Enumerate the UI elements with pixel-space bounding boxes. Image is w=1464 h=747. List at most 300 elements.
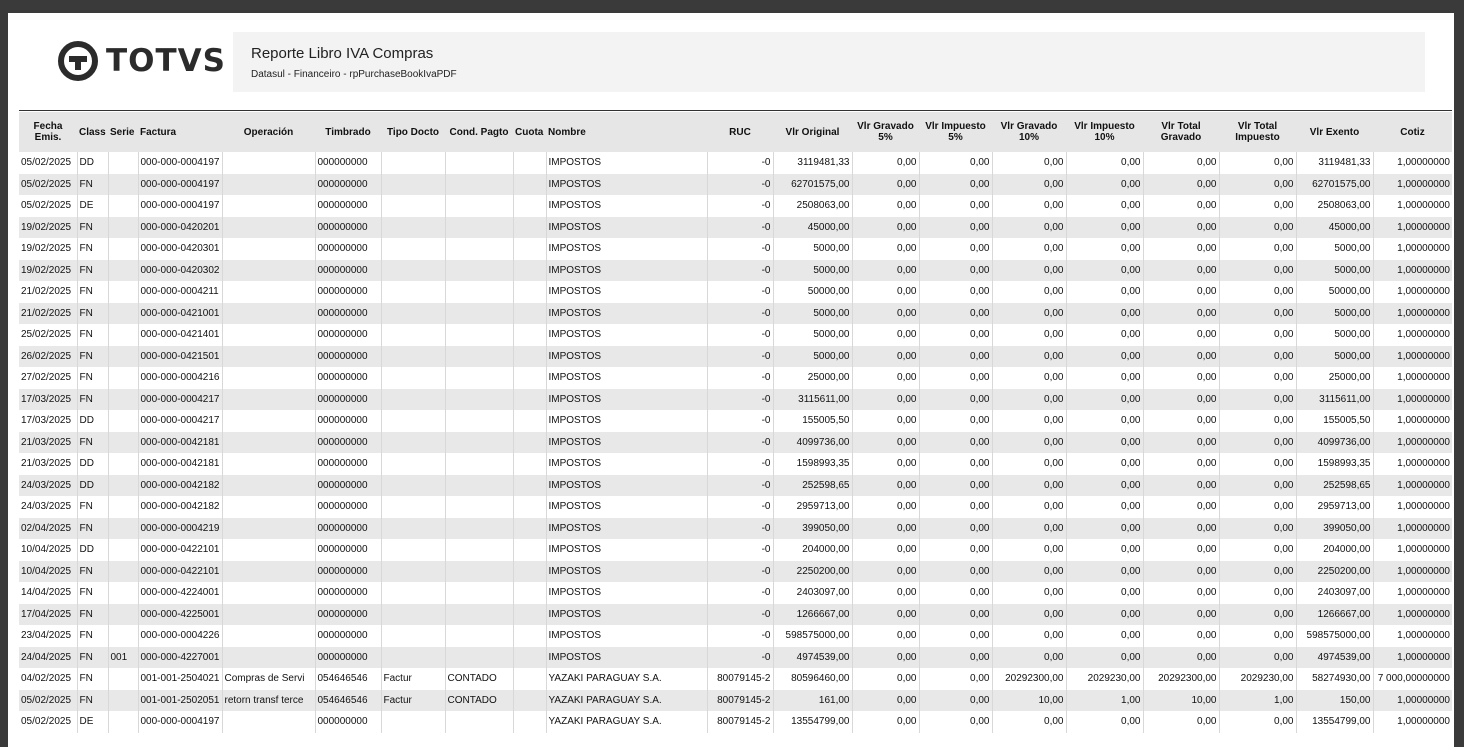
cell-vlr-original: 399050,00 <box>773 518 852 540</box>
cell-vlr-total-gravado: 0,00 <box>1143 539 1219 561</box>
cell-vlr-impuesto-5: 0,00 <box>919 647 992 669</box>
cell-vlr-original: 5000,00 <box>773 238 852 260</box>
cell-factura: 000-000-0004197 <box>138 152 222 174</box>
cell-tipo-docto <box>381 625 445 647</box>
cell-operacion <box>222 582 315 604</box>
cell-vlr-original: 5000,00 <box>773 324 852 346</box>
cell-factura: 000-000-0004197 <box>138 711 222 733</box>
cell-nombre: IMPOSTOS <box>546 152 707 174</box>
cell-vlr-impuesto-10: 0,00 <box>1066 389 1143 411</box>
cell-cotiz: 1,00000000 <box>1373 324 1452 346</box>
cell-cotiz: 1,00000000 <box>1373 582 1452 604</box>
cell-timbrado: 000000000 <box>315 711 381 733</box>
cell-cond-pagto <box>445 432 513 454</box>
cell-vlr-impuesto-10: 2029230,00 <box>1066 668 1143 690</box>
cell-vlr-total-impuesto: 0,00 <box>1219 518 1296 540</box>
cell-vlr-total-impuesto: 0,00 <box>1219 647 1296 669</box>
cell-cond-pagto <box>445 303 513 325</box>
cell-class: FN <box>77 582 108 604</box>
cell-vlr-total-impuesto: 0,00 <box>1219 625 1296 647</box>
cell-serie <box>108 260 138 282</box>
cell-factura: 000-000-0421501 <box>138 346 222 368</box>
cell-factura: 000-000-0004216 <box>138 367 222 389</box>
cell-timbrado: 000000000 <box>315 217 381 239</box>
cell-vlr-impuesto-5: 0,00 <box>919 711 992 733</box>
cell-fecha-emis: 27/02/2025 <box>21 372 72 384</box>
cell-fecha-emis: 17/04/2025 <box>19 604 77 626</box>
cell-fecha-emis: 05/02/2025 <box>21 157 72 169</box>
table-row <box>19 303 1452 325</box>
cell-nombre: IMPOSTOS <box>546 604 707 626</box>
cell-timbrado: 000000000 <box>315 453 381 475</box>
cell-vlr-total-gravado: 0,00 <box>1143 582 1219 604</box>
cell-timbrado: 000000000 <box>315 475 381 497</box>
cell-tipo-docto <box>381 195 445 217</box>
cell-cond-pagto <box>445 195 513 217</box>
logo-text: TOTVS <box>106 43 226 79</box>
cell-vlr-impuesto-5: 0,00 <box>919 174 992 196</box>
table-row <box>19 195 1452 217</box>
cell-nombre: YAZAKI PARAGUAY S.A. <box>546 690 707 712</box>
cell-vlr-original: 5000,00 <box>773 260 852 282</box>
cell-fecha-emis: 24/04/2025 <box>19 647 77 669</box>
col-fecha-emis: Fecha Emis. <box>19 112 77 152</box>
cell-cotiz: 1,00000000 <box>1373 518 1452 540</box>
cell-vlr-gravado-10: 0,00 <box>992 561 1066 583</box>
cell-factura: 000-000-4225001 <box>138 604 222 626</box>
cell-vlr-exento: 2250200,00 <box>1296 561 1373 583</box>
cell-ruc: -0 <box>707 432 773 454</box>
cell-vlr-original: 1598993,35 <box>773 453 852 475</box>
cell-timbrado: 000000000 <box>315 238 381 260</box>
cell-class: DE <box>77 195 108 217</box>
cell-cuota <box>513 410 546 432</box>
cell-timbrado: 000000000 <box>315 174 381 196</box>
cell-vlr-total-impuesto: 0,00 <box>1219 410 1296 432</box>
cell-vlr-gravado-10: 0,00 <box>992 324 1066 346</box>
cell-vlr-original: 3119481,33 <box>773 152 852 174</box>
cell-nombre: IMPOSTOS <box>546 238 707 260</box>
cell-vlr-total-gravado: 0,00 <box>1143 389 1219 411</box>
cell-vlr-gravado-10: 0,00 <box>992 303 1066 325</box>
cell-vlr-gravado-5: 0,00 <box>852 475 919 497</box>
cell-vlr-total-impuesto: 0,00 <box>1219 561 1296 583</box>
cell-vlr-impuesto-5: 0,00 <box>919 389 992 411</box>
table-row <box>19 238 1452 260</box>
cell-vlr-impuesto-10: 0,00 <box>1066 561 1143 583</box>
cell-vlr-original: 45000,00 <box>773 217 852 239</box>
cell-vlr-impuesto-5: 0,00 <box>919 432 992 454</box>
cell-vlr-original: 2250200,00 <box>773 561 852 583</box>
col-cuota: Cuota <box>513 112 546 152</box>
cell-vlr-impuesto-10: 1,00 <box>1066 690 1143 712</box>
cell-vlr-gravado-10: 0,00 <box>992 711 1066 733</box>
cell-vlr-total-gravado: 0,00 <box>1143 281 1219 303</box>
cell-vlr-total-gravado: 0,00 <box>1143 260 1219 282</box>
cell-class: FN <box>77 561 108 583</box>
cell-factura: 000-000-0042181 <box>138 432 222 454</box>
cell-vlr-total-gravado: 0,00 <box>1143 561 1219 583</box>
cell-cuota <box>513 152 546 174</box>
cell-factura: 000-000-0004219 <box>138 518 222 540</box>
cell-class: FN <box>77 496 108 518</box>
cell-timbrado: 000000000 <box>315 496 381 518</box>
header-divider <box>19 110 1452 111</box>
cell-cuota <box>513 324 546 346</box>
cell-class: FN <box>77 604 108 626</box>
cell-serie <box>108 152 138 174</box>
cell-vlr-impuesto-10: 0,00 <box>1066 647 1143 669</box>
cell-vlr-impuesto-10: 0,00 <box>1066 625 1143 647</box>
table-row <box>19 281 1452 303</box>
cell-vlr-impuesto-10: 0,00 <box>1066 410 1143 432</box>
cell-vlr-exento: 204000,00 <box>1296 539 1373 561</box>
cell-vlr-original: 4974539,00 <box>773 647 852 669</box>
cell-cotiz: 1,00000000 <box>1373 561 1452 583</box>
col-vlr-total-gravado: Vlr Total Gravado <box>1143 112 1219 152</box>
cell-ruc: -0 <box>707 410 773 432</box>
cell-fecha-emis: 14/04/2025 <box>21 587 72 599</box>
cell-class: FN <box>77 647 108 669</box>
cell-factura: 000-000-0004197 <box>138 174 222 196</box>
table-row <box>19 367 1452 389</box>
cell-class: FN <box>77 625 108 647</box>
cell-operacion: Compras de Servi <box>222 668 315 690</box>
cell-vlr-gravado-10: 0,00 <box>992 217 1066 239</box>
cell-vlr-total-impuesto: 0,00 <box>1219 711 1296 733</box>
cell-class: FN <box>77 238 108 260</box>
cell-cuota <box>513 238 546 260</box>
cell-cotiz: 1,00000000 <box>1373 539 1452 561</box>
cell-cuota <box>513 647 546 669</box>
cell-vlr-total-gravado: 0,00 <box>1143 496 1219 518</box>
cell-tipo-docto <box>381 518 445 540</box>
cell-cotiz: 1,00000000 <box>1373 281 1452 303</box>
cell-fecha-emis: 10/04/2025 <box>21 544 72 556</box>
cell-vlr-total-impuesto: 0,00 <box>1219 604 1296 626</box>
cell-vlr-gravado-10: 0,00 <box>992 582 1066 604</box>
cell-class: FN <box>77 518 108 540</box>
col-vlr-impuesto-10: Vlr Impuesto 10% <box>1066 112 1143 152</box>
cell-factura: 000-000-0420301 <box>138 238 222 260</box>
cell-cond-pagto <box>445 475 513 497</box>
cell-vlr-gravado-10: 0,00 <box>992 432 1066 454</box>
cell-nombre: IMPOSTOS <box>546 410 707 432</box>
cell-vlr-exento: 58274930,00 <box>1296 668 1373 690</box>
cell-vlr-total-impuesto: 0,00 <box>1219 582 1296 604</box>
cell-nombre: YAZAKI PARAGUAY S.A. <box>546 668 707 690</box>
cell-vlr-total-gravado: 0,00 <box>1143 604 1219 626</box>
cell-timbrado: 000000000 <box>315 389 381 411</box>
cell-vlr-total-impuesto: 0,00 <box>1219 432 1296 454</box>
cell-vlr-gravado-5: 0,00 <box>852 690 919 712</box>
cell-vlr-impuesto-10: 0,00 <box>1066 711 1143 733</box>
cell-operacion <box>222 174 315 196</box>
cell-tipo-docto <box>381 260 445 282</box>
cell-vlr-exento: 4099736,00 <box>1296 432 1373 454</box>
cell-vlr-gravado-5: 0,00 <box>852 496 919 518</box>
cell-vlr-gravado-5: 0,00 <box>852 260 919 282</box>
cell-vlr-gravado-5: 0,00 <box>852 625 919 647</box>
cell-operacion <box>222 260 315 282</box>
cell-cotiz: 1,00000000 <box>1373 389 1452 411</box>
cell-nombre: IMPOSTOS <box>546 625 707 647</box>
cell-vlr-total-gravado: 0,00 <box>1143 324 1219 346</box>
cell-vlr-gravado-10: 20292300,00 <box>992 668 1066 690</box>
cell-serie <box>108 389 138 411</box>
cell-fecha-emis: 10/04/2025 <box>19 561 77 583</box>
cell-ruc: -0 <box>707 174 773 196</box>
cell-cuota <box>513 281 546 303</box>
cell-vlr-impuesto-10: 0,00 <box>1066 539 1143 561</box>
cell-fecha-emis: 21/02/2025 <box>21 286 72 298</box>
cell-class: DD <box>77 453 108 475</box>
cell-cond-pagto <box>445 711 513 733</box>
cell-factura: 000-000-0004226 <box>138 625 222 647</box>
cell-cuota <box>513 539 546 561</box>
cell-serie <box>108 453 138 475</box>
cell-timbrado: 000000000 <box>315 432 381 454</box>
cell-operacion <box>222 604 315 626</box>
cell-vlr-gravado-5: 0,00 <box>852 303 919 325</box>
cell-cotiz: 1,00000000 <box>1373 432 1452 454</box>
cell-serie <box>108 367 138 389</box>
cell-timbrado: 000000000 <box>315 281 381 303</box>
cell-class: FN <box>77 174 108 196</box>
cell-operacion <box>222 217 315 239</box>
cell-serie <box>108 582 138 604</box>
cell-tipo-docto <box>381 281 445 303</box>
cell-tipo-docto <box>381 475 445 497</box>
cell-serie <box>108 303 138 325</box>
cell-operacion: retorn transf terce <box>222 690 315 712</box>
cell-factura: 000-000-0004217 <box>138 389 222 411</box>
cell-vlr-gravado-5: 0,00 <box>852 281 919 303</box>
cell-vlr-original: 5000,00 <box>773 303 852 325</box>
cell-vlr-gravado-10: 0,00 <box>992 238 1066 260</box>
cell-cotiz: 1,00000000 <box>1373 174 1452 196</box>
cell-serie <box>108 432 138 454</box>
cell-vlr-gravado-10: 0,00 <box>992 367 1066 389</box>
cell-tipo-docto <box>381 582 445 604</box>
cell-tipo-docto <box>381 238 445 260</box>
cell-ruc: -0 <box>707 260 773 282</box>
cell-cond-pagto <box>445 539 513 561</box>
cell-vlr-impuesto-10: 0,00 <box>1066 453 1143 475</box>
cell-ruc: -0 <box>707 582 773 604</box>
cell-vlr-total-impuesto: 1,00 <box>1219 690 1296 712</box>
cell-vlr-impuesto-5: 0,00 <box>919 217 992 239</box>
cell-nombre: IMPOSTOS <box>546 174 707 196</box>
cell-vlr-exento: 155005,50 <box>1296 410 1373 432</box>
cell-vlr-impuesto-5: 0,00 <box>919 668 992 690</box>
cell-cond-pagto <box>445 453 513 475</box>
cell-serie <box>108 518 138 540</box>
cell-vlr-total-gravado: 0,00 <box>1143 238 1219 260</box>
cell-factura: 001-001-2502051 <box>138 690 222 712</box>
cell-cond-pagto <box>445 410 513 432</box>
cell-cuota <box>513 389 546 411</box>
cell-operacion <box>222 647 315 669</box>
cell-ruc: -0 <box>707 561 773 583</box>
cell-fecha-emis: 21/03/2025 <box>21 458 72 470</box>
cell-vlr-total-gravado: 0,00 <box>1143 475 1219 497</box>
cell-cond-pagto <box>445 647 513 669</box>
cell-vlr-impuesto-10: 0,00 <box>1066 217 1143 239</box>
table-row <box>19 346 1452 368</box>
cell-vlr-total-gravado: 0,00 <box>1143 453 1219 475</box>
cell-nombre: IMPOSTOS <box>546 539 707 561</box>
table-header-row <box>19 112 1452 152</box>
cell-vlr-gravado-5: 0,00 <box>852 453 919 475</box>
cell-vlr-gravado-10: 0,00 <box>992 281 1066 303</box>
cell-class: DD <box>77 410 108 432</box>
cell-fecha-emis: 05/02/2025 <box>21 200 72 212</box>
cell-cotiz: 1,00000000 <box>1373 711 1452 733</box>
col-class: Class <box>77 112 108 152</box>
cell-factura: 001-001-2504021 <box>138 668 222 690</box>
cell-vlr-gravado-5: 0,00 <box>852 367 919 389</box>
cell-nombre: IMPOSTOS <box>546 582 707 604</box>
cell-vlr-impuesto-10: 0,00 <box>1066 346 1143 368</box>
cell-vlr-original: 1266667,00 <box>773 604 852 626</box>
cell-vlr-gravado-10: 0,00 <box>992 539 1066 561</box>
cell-vlr-original: 13554799,00 <box>773 711 852 733</box>
cell-class: DD <box>77 475 108 497</box>
cell-ruc: -0 <box>707 281 773 303</box>
report-subtitle: Datasul - Financeiro - rpPurchaseBookIvaPDF <box>251 69 457 80</box>
cell-operacion <box>222 238 315 260</box>
cell-cotiz: 1,00000000 <box>1373 690 1452 712</box>
table-row <box>19 561 1452 583</box>
cell-tipo-docto <box>381 346 445 368</box>
cell-factura: 000-000-0421401 <box>138 324 222 346</box>
cell-serie <box>108 174 138 196</box>
cell-vlr-gravado-10: 0,00 <box>992 604 1066 626</box>
cell-vlr-total-gravado: 0,00 <box>1143 625 1219 647</box>
cell-factura: 000-000-0422101 <box>138 561 222 583</box>
cell-vlr-gravado-5: 0,00 <box>852 711 919 733</box>
col-cotiz: Cotiz <box>1373 112 1452 152</box>
cell-factura: 000-000-0422101 <box>138 539 222 561</box>
cell-cond-pagto: CONTADO <box>445 690 513 712</box>
cell-tipo-docto <box>381 604 445 626</box>
cell-vlr-total-impuesto: 0,00 <box>1219 324 1296 346</box>
cell-cotiz: 1,00000000 <box>1373 346 1452 368</box>
table-row <box>19 217 1452 239</box>
cell-serie <box>108 238 138 260</box>
cell-class: FN <box>77 303 108 325</box>
cell-factura: 000-000-0421001 <box>138 303 222 325</box>
cell-vlr-impuesto-5: 0,00 <box>919 518 992 540</box>
cell-ruc: -0 <box>707 346 773 368</box>
cell-fecha-emis: 02/04/2025 <box>19 518 77 540</box>
cell-operacion <box>222 410 315 432</box>
cell-nombre: IMPOSTOS <box>546 389 707 411</box>
cell-ruc: -0 <box>707 303 773 325</box>
cell-vlr-total-impuesto: 0,00 <box>1219 389 1296 411</box>
cell-vlr-impuesto-5: 0,00 <box>919 195 992 217</box>
cell-vlr-gravado-5: 0,00 <box>852 174 919 196</box>
cell-vlr-gravado-10: 0,00 <box>992 496 1066 518</box>
cell-cond-pagto <box>445 604 513 626</box>
cell-serie <box>108 217 138 239</box>
cell-timbrado: 054646546 <box>315 690 381 712</box>
cell-operacion <box>222 346 315 368</box>
cell-fecha-emis: 04/02/2025 <box>21 673 72 685</box>
cell-cotiz: 1,00000000 <box>1373 625 1452 647</box>
cell-vlr-impuesto-10: 0,00 <box>1066 604 1143 626</box>
cell-factura: 000-000-0042182 <box>138 496 222 518</box>
cell-cuota <box>513 668 546 690</box>
cell-vlr-total-gravado: 10,00 <box>1143 690 1219 712</box>
cell-tipo-docto <box>381 152 445 174</box>
cell-vlr-total-impuesto: 0,00 <box>1219 453 1296 475</box>
cell-class: FN <box>77 389 108 411</box>
cell-vlr-gravado-5: 0,00 <box>852 346 919 368</box>
table-row <box>19 539 1452 561</box>
cell-vlr-gravado-10: 0,00 <box>992 389 1066 411</box>
cell-operacion <box>222 539 315 561</box>
cell-vlr-impuesto-5: 0,00 <box>919 346 992 368</box>
cell-tipo-docto <box>381 496 445 518</box>
cell-vlr-exento: 150,00 <box>1296 690 1373 712</box>
cell-vlr-impuesto-5: 0,00 <box>919 238 992 260</box>
cell-serie <box>108 281 138 303</box>
cell-vlr-impuesto-5: 0,00 <box>919 260 992 282</box>
cell-cotiz: 1,00000000 <box>1373 647 1452 669</box>
col-vlr-gravado-10: Vlr Gravado 10% <box>992 112 1066 152</box>
cell-vlr-impuesto-10: 0,00 <box>1066 281 1143 303</box>
cell-class: FN <box>77 281 108 303</box>
cell-vlr-impuesto-5: 0,00 <box>919 604 992 626</box>
cell-timbrado: 000000000 <box>315 647 381 669</box>
cell-operacion <box>222 432 315 454</box>
cell-timbrado: 000000000 <box>315 410 381 432</box>
cell-vlr-gravado-5: 0,00 <box>852 604 919 626</box>
cell-vlr-total-impuesto: 0,00 <box>1219 475 1296 497</box>
table-row <box>19 496 1452 518</box>
cell-cond-pagto <box>445 389 513 411</box>
cell-vlr-gravado-10: 0,00 <box>992 174 1066 196</box>
cell-vlr-total-impuesto: 0,00 <box>1219 496 1296 518</box>
cell-fecha-emis: 21/02/2025 <box>19 303 77 325</box>
cell-serie <box>108 539 138 561</box>
cell-vlr-impuesto-5: 0,00 <box>919 539 992 561</box>
table-row <box>19 518 1452 540</box>
cell-operacion <box>222 496 315 518</box>
cell-vlr-impuesto-5: 0,00 <box>919 690 992 712</box>
report-title: Reporte Libro IVA Compras <box>251 45 434 62</box>
cell-vlr-total-gravado: 0,00 <box>1143 432 1219 454</box>
cell-vlr-total-impuesto: 0,00 <box>1219 217 1296 239</box>
cell-vlr-original: 80596460,00 <box>773 668 852 690</box>
cell-timbrado: 000000000 <box>315 303 381 325</box>
cell-vlr-gravado-5: 0,00 <box>852 238 919 260</box>
cell-cuota <box>513 625 546 647</box>
cell-factura: 000-000-0042181 <box>138 453 222 475</box>
cell-serie <box>108 711 138 733</box>
cell-vlr-total-impuesto: 0,00 <box>1219 281 1296 303</box>
cell-serie <box>108 690 138 712</box>
cell-vlr-total-impuesto: 0,00 <box>1219 195 1296 217</box>
table-row <box>19 475 1452 497</box>
cell-cuota <box>513 367 546 389</box>
cell-fecha-emis: 26/02/2025 <box>19 346 77 368</box>
cell-fecha-emis: 24/03/2025 <box>19 475 77 497</box>
col-vlr-gravado-5: Vlr Gravado 5% <box>852 112 919 152</box>
cell-cond-pagto: CONTADO <box>445 668 513 690</box>
